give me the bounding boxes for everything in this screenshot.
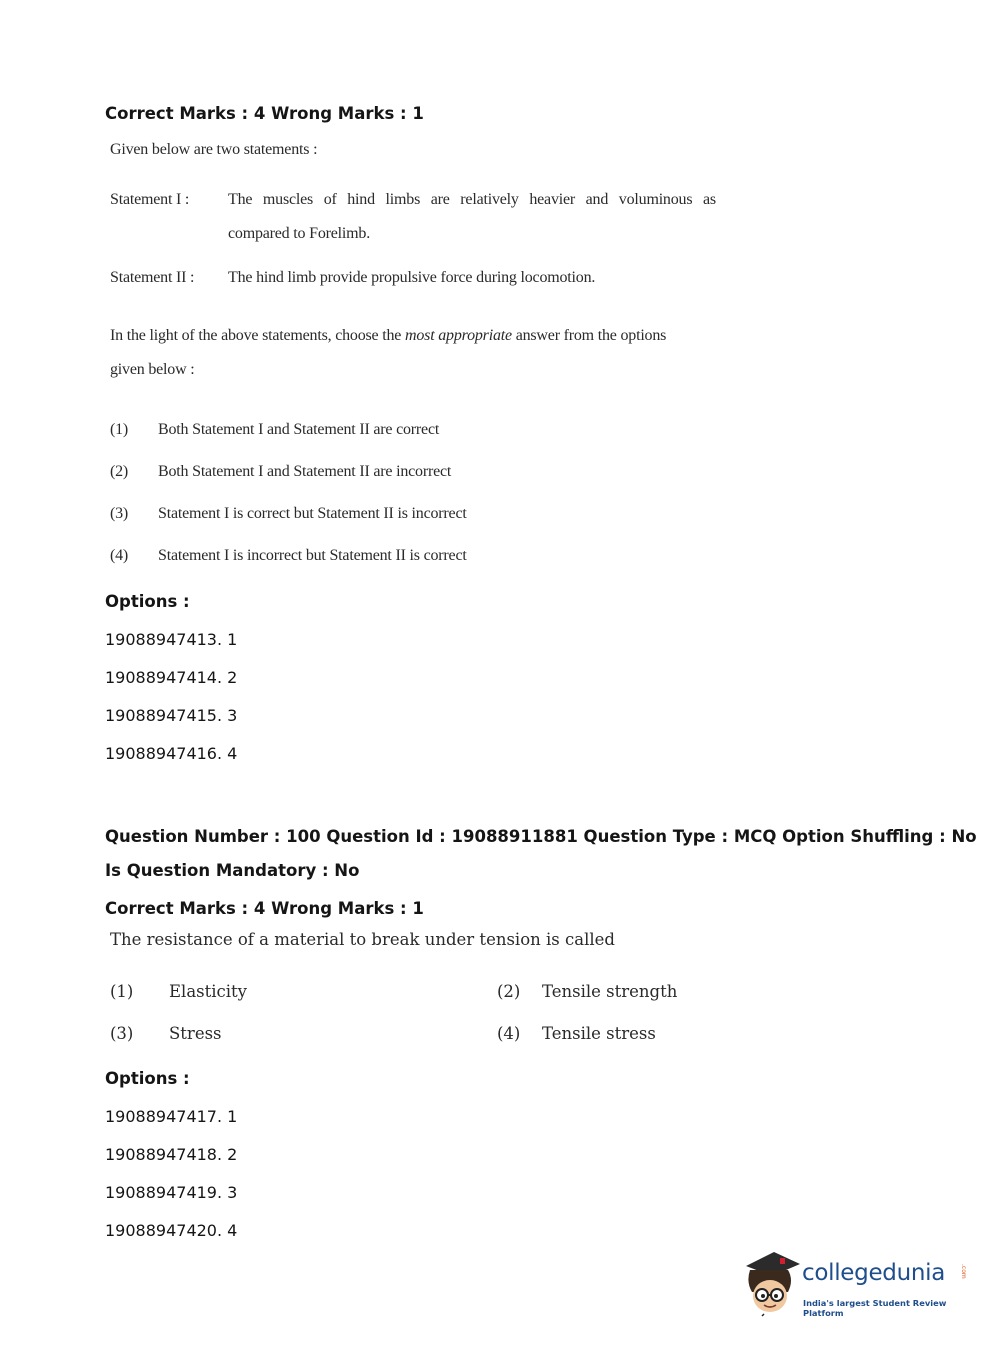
instruction-emphasis: most appropriate (405, 327, 512, 344)
word: as (703, 191, 716, 208)
choice-text: Both Statement I and Statement II are correct (158, 421, 440, 438)
choice-text: Stress (169, 1024, 222, 1043)
choice-number: (2) (110, 463, 129, 480)
word: are (430, 191, 450, 208)
logo-com: .com (960, 1264, 967, 1279)
word: hind (347, 191, 375, 208)
mandatory-line: Is Question Mandatory : No (105, 861, 360, 880)
choice-text: Tensile stress (542, 1024, 656, 1043)
word: and (585, 191, 609, 208)
choice-text: Tensile strength (542, 982, 678, 1001)
option-id: 19088947417. 1 (105, 1107, 238, 1126)
logo-wordmark: collegedunia (802, 1260, 946, 1286)
statement-2-label: Statement II : (110, 269, 195, 286)
option-id: 19088947419. 3 (105, 1183, 238, 1202)
choice-number: (2) (497, 982, 521, 1001)
statements-intro: Given below are two statements : (110, 141, 318, 158)
option-id: 19088947415. 3 (105, 706, 238, 725)
logo-tagline: India's largest Student Review Platform (803, 1298, 947, 1318)
statement-1-line-2: compared to Forelimb. (228, 225, 370, 242)
option-id: 19088947413. 1 (105, 630, 238, 649)
option-id: 19088947418. 2 (105, 1145, 238, 1164)
choice-number: (3) (110, 505, 129, 522)
statement-2-text: The hind limb provide propulsive force during locomotion. (228, 269, 596, 286)
question-text: The resistance of a material to break under tension is called (110, 930, 615, 949)
question-header: Question Number : 100 Question Id : 19088911881 Question Type : MCQ Option Shuffling : No (105, 827, 977, 846)
word: voluminous (618, 191, 693, 208)
mascot-icon (742, 1248, 800, 1318)
instruction-line-2: given below : (110, 361, 195, 378)
option-id: 19088947414. 2 (105, 668, 238, 687)
instruction-suffix: answer from the options (511, 327, 667, 344)
choice-number: (4) (110, 547, 129, 564)
word: relatively (460, 191, 519, 208)
statement-1-label: Statement I : (110, 191, 190, 208)
choice-text: Statement I is correct but Statement II is incorrect (158, 505, 467, 522)
options-heading: Options : (105, 592, 190, 611)
instruction-prefix: In the light of the above statements, choose the (110, 327, 406, 344)
choice-text: Statement I is incorrect but Statement II is correct (158, 547, 467, 564)
marks-line: Correct Marks : 4 Wrong Marks : 1 (105, 104, 424, 123)
word: muscles (262, 191, 314, 208)
statement-1-line-1 (228, 191, 716, 209)
word: heavier (529, 191, 576, 208)
choice-number: (4) (497, 1024, 521, 1043)
option-id: 19088947416. 4 (105, 744, 238, 763)
choice-text: Elasticity (169, 982, 248, 1001)
choice-number: (1) (110, 982, 134, 1001)
choice-text: Both Statement I and Statement II are incorrect (158, 463, 452, 480)
word: limbs (385, 191, 421, 208)
instruction-line-1 (110, 327, 666, 345)
choice-number: (3) (110, 1024, 134, 1043)
choice-number: (1) (110, 421, 129, 438)
option-id: 19088947420. 4 (105, 1221, 238, 1240)
options-heading: Options : (105, 1069, 190, 1088)
marks-line: Correct Marks : 4 Wrong Marks : 1 (105, 899, 424, 918)
word: The (228, 191, 253, 208)
collegedunia-logo (742, 1248, 972, 1318)
word: of (323, 191, 337, 208)
